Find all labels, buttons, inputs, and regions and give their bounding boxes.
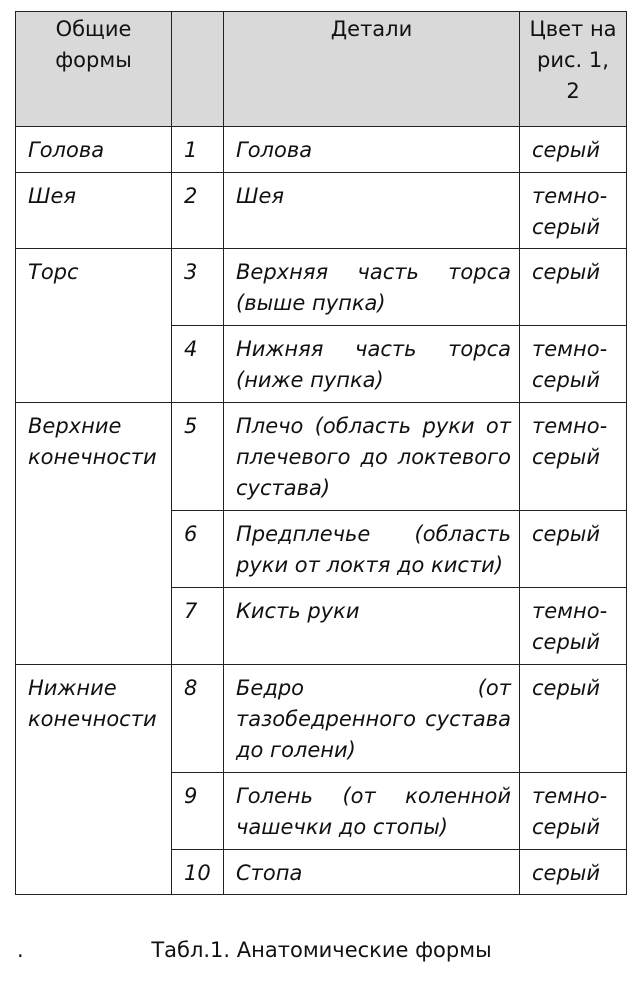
detail-cell: Голова	[224, 127, 520, 173]
detail-cell: Верхняя часть торса (выше пупка)	[224, 249, 520, 326]
row-number: 6	[172, 511, 224, 588]
detail-cell: Стопа	[224, 850, 520, 895]
color-cell: серый	[520, 127, 627, 173]
row-number: 4	[172, 326, 224, 403]
header-row	[16, 12, 627, 127]
table-row	[16, 173, 627, 249]
general-form-cell: Верхние конечности	[16, 403, 172, 665]
row-number: 8	[172, 665, 224, 773]
anatomy-table	[15, 11, 627, 895]
header-number	[172, 12, 224, 127]
table-row	[16, 403, 627, 511]
row-number: 2	[172, 173, 224, 249]
row-number: 9	[172, 773, 224, 850]
color-cell: темно-серый	[520, 773, 627, 850]
detail-cell: Шея	[224, 173, 520, 249]
general-form-cell: Голова	[16, 127, 172, 173]
row-number: 3	[172, 249, 224, 326]
color-cell: темно-серый	[520, 173, 627, 249]
row-number: 7	[172, 588, 224, 665]
detail-cell: Кисть руки	[224, 588, 520, 665]
color-cell: серый	[520, 665, 627, 773]
header-color: Цвет на рис. 1, 2	[520, 12, 627, 127]
general-form-cell: Торс	[16, 249, 172, 403]
row-number: 10	[172, 850, 224, 895]
general-form-cell: Нижние конечности	[16, 665, 172, 895]
detail-cell: Нижняя часть торса (ниже пупка)	[224, 326, 520, 403]
header-details: Детали	[224, 12, 520, 127]
row-number: 5	[172, 403, 224, 511]
general-form-cell: Шея	[16, 173, 172, 249]
color-cell: темно-серый	[520, 326, 627, 403]
detail-cell: Бедро (от тазобедренного сустава до голени)	[224, 665, 520, 773]
detail-cell: Голень (от коленной чашечки до стопы)	[224, 773, 520, 850]
stray-dot: .	[17, 938, 24, 962]
row-number: 1	[172, 127, 224, 173]
color-cell: серый	[520, 249, 627, 326]
color-cell: темно-серый	[520, 588, 627, 665]
detail-cell: Предплечье (область руки от локтя до кисти)	[224, 511, 520, 588]
table-row	[16, 249, 627, 326]
color-cell: темно-серый	[520, 403, 627, 511]
header-general-forms: Общие формы	[16, 12, 172, 127]
detail-cell: Плечо (область руки от плечевого до локтевого сустава)	[224, 403, 520, 511]
table-row	[16, 665, 627, 773]
table-caption: Табл.1. Анатомические формы	[151, 938, 492, 962]
color-cell: серый	[520, 850, 627, 895]
table-row	[16, 127, 627, 173]
color-cell: серый	[520, 511, 627, 588]
